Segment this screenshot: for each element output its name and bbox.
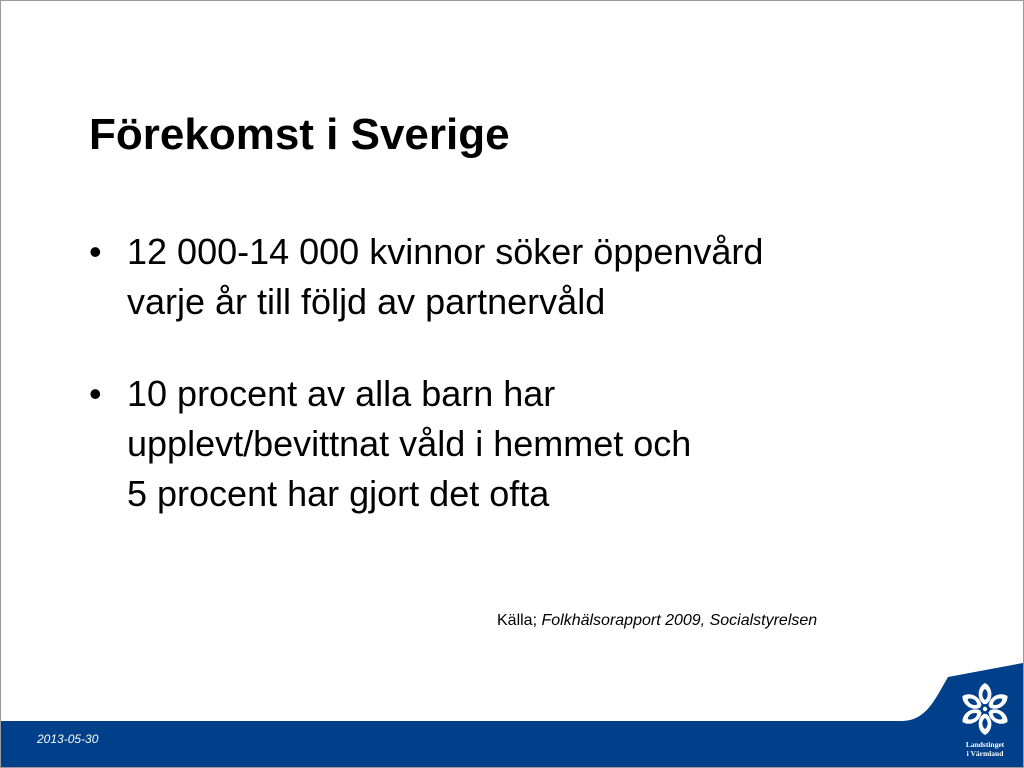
footer-band — [1, 1, 1023, 767]
footer-date: 2013-05-30 — [37, 732, 99, 746]
bullet-marker: • — [89, 373, 102, 414]
source-reference: Folkhälsorapport 2009, Socialstyrelsen — [541, 612, 818, 629]
bullet-text-line: upplevt/bevittnat våld i hemmet och — [127, 423, 692, 464]
slide-title: Förekomst i Sverige — [89, 110, 510, 159]
bullet-text-line: 10 procent av alla barn har — [127, 373, 556, 414]
logo-text-line: Landstinget — [965, 740, 1005, 749]
bullet-text-line: 5 procent har gjort det ofta — [127, 473, 550, 514]
source-label: Källa; — [497, 612, 542, 629]
star-flower-logo-icon — [949, 677, 1021, 763]
footer-band-shape — [1, 663, 1023, 767]
logo-center-dot — [983, 707, 987, 711]
bullet-marker: • — [89, 231, 102, 272]
bullet-text-line: 12 000-14 000 kvinnor söker öppenvård — [127, 231, 764, 272]
logo-text-line: i Värmland — [966, 749, 1004, 758]
bullet-text-line: varje år till följd av partnervåld — [127, 281, 606, 322]
